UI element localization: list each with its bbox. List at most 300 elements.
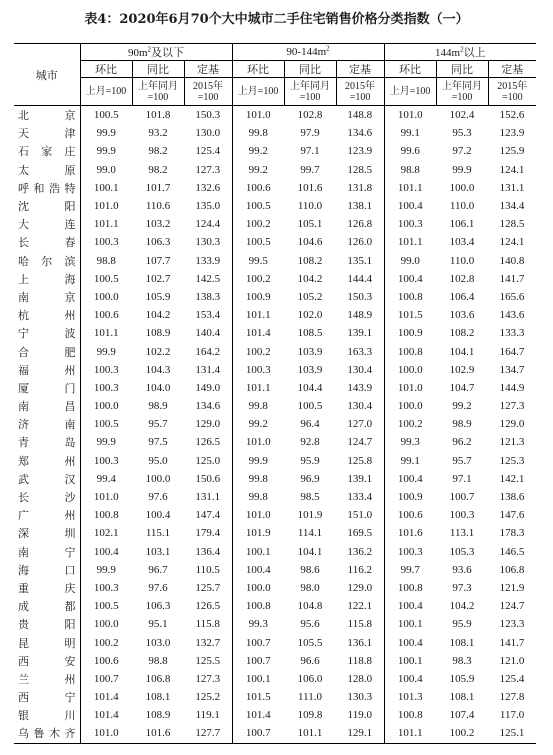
index-value: 97.1	[452, 472, 472, 485]
city-name: 乌鲁木齐	[14, 724, 80, 743]
index-value: 131.8	[336, 179, 384, 197]
index-value: 100.4	[245, 563, 271, 576]
index-value: 139.1	[336, 470, 384, 488]
table-row	[14, 233, 536, 251]
sub-header-yoy: 同比	[436, 61, 488, 78]
index-value: 136.1	[336, 633, 384, 651]
table-row	[14, 124, 536, 142]
index-value: 104.4	[297, 381, 323, 394]
index-value: 146.5	[499, 545, 525, 558]
table-row	[14, 488, 536, 506]
index-value: 100.8	[93, 509, 119, 522]
index-value: 98.3	[452, 654, 472, 667]
index-value: 104.8	[297, 600, 323, 613]
index-value: 97.6	[148, 581, 168, 594]
city-name: 西 宁	[14, 688, 80, 706]
index-value: 101.0	[80, 724, 132, 743]
index-value: 101.3	[397, 691, 423, 704]
index-value: 95.1	[148, 618, 168, 631]
index-value: 127.7	[184, 724, 232, 743]
index-value: 101.1	[384, 724, 436, 743]
index-value: 130.3	[336, 688, 384, 706]
index-value: 140.4	[184, 324, 232, 342]
index-value: 96.6	[300, 654, 320, 667]
index-value: 178.3	[499, 527, 525, 540]
sub-header-mom: 环比	[80, 61, 132, 78]
index-value: 102.8	[297, 109, 323, 122]
table-row	[14, 215, 536, 233]
index-value: 99.8	[248, 400, 268, 413]
base-prev-year: 上年同月=100	[284, 78, 336, 106]
index-value: 134.7	[499, 363, 525, 376]
index-value: 100.7	[245, 636, 271, 649]
index-value: 101.1	[245, 309, 271, 322]
index-value: 110.0	[297, 200, 323, 213]
index-value: 100.3	[449, 509, 475, 522]
index-value: 108.9	[145, 327, 171, 340]
city-name: 广 州	[14, 506, 80, 524]
index-value: 141.7	[499, 636, 525, 649]
city-name: 西 安	[14, 652, 80, 670]
city-name: 郑 州	[14, 452, 80, 470]
index-value: 99.2	[248, 163, 268, 176]
table-row	[14, 342, 536, 360]
index-value: 95.7	[452, 454, 472, 467]
city-name: 厦 门	[14, 379, 80, 397]
table-row	[14, 106, 536, 125]
sub-header-fixed: 定基	[488, 61, 536, 78]
index-value: 127.3	[499, 400, 525, 413]
table-row	[14, 724, 536, 743]
index-value: 98.8	[96, 254, 116, 267]
index-value: 100.4	[397, 472, 423, 485]
index-value: 99.8	[248, 472, 268, 485]
index-value: 110.6	[145, 200, 171, 213]
index-value: 127.0	[336, 415, 384, 433]
index-value: 101.1	[284, 724, 336, 743]
index-value: 131.4	[184, 361, 232, 379]
index-value: 100.3	[397, 218, 423, 231]
index-value: 105.5	[297, 636, 323, 649]
index-value: 124.7	[499, 600, 525, 613]
index-value: 101.7	[145, 181, 171, 194]
table-row	[14, 597, 536, 615]
base-prev-month: 上月=100	[232, 78, 284, 106]
index-value: 143.9	[336, 379, 384, 397]
index-value: 99.0	[400, 254, 420, 267]
table-row	[14, 306, 536, 324]
index-value: 99.6	[400, 145, 420, 158]
index-value: 107.4	[449, 709, 475, 722]
table-body	[14, 106, 536, 744]
index-value: 101.4	[93, 709, 119, 722]
index-value: 100.3	[245, 363, 271, 376]
index-value: 128.0	[336, 670, 384, 688]
index-value: 100.4	[397, 200, 423, 213]
index-value: 106.8	[499, 563, 525, 576]
table-row	[14, 579, 536, 597]
index-value: 121.9	[499, 581, 525, 594]
index-value: 99.3	[400, 436, 420, 449]
index-value: 101.1	[93, 327, 119, 340]
index-value: 163.3	[336, 342, 384, 360]
index-value: 100.0	[145, 472, 171, 485]
group-header-medium: $90-144m^2$	[232, 44, 384, 61]
sub-header-yoy: 同比	[132, 61, 184, 78]
index-value: 100.3	[93, 236, 119, 249]
index-value: 128.5	[336, 161, 384, 179]
sub-header-fixed: 定基	[184, 61, 232, 78]
index-value: 98.5	[300, 491, 320, 504]
index-value: 105.9	[449, 672, 475, 685]
city-name: 武 汉	[14, 470, 80, 488]
index-value: 129.1	[336, 724, 384, 743]
table-row	[14, 561, 536, 579]
index-value: 100.3	[93, 381, 119, 394]
index-value: 104.2	[449, 600, 475, 613]
index-value: 125.2	[184, 688, 232, 706]
city-column-header: 城市	[14, 44, 80, 106]
index-value: 101.6	[297, 181, 323, 194]
index-value: 101.0	[245, 436, 271, 449]
base-2015: 2015年=100	[184, 78, 232, 106]
index-value: 100.6	[245, 181, 271, 194]
index-value: 103.9	[297, 363, 323, 376]
city-name: 海 口	[14, 561, 80, 579]
index-value: 93.2	[148, 127, 168, 140]
index-value: 132.6	[184, 179, 232, 197]
index-value: 101.0	[93, 200, 119, 213]
table-row	[14, 415, 536, 433]
index-value: 97.6	[148, 491, 168, 504]
index-value: 147.4	[184, 506, 232, 524]
price-index-table	[14, 43, 536, 744]
index-value: 117.0	[499, 709, 525, 722]
index-value: 138.1	[336, 197, 384, 215]
index-value: 100.4	[397, 272, 423, 285]
city-name: 贵 阳	[14, 615, 80, 633]
index-value: 100.7	[93, 672, 119, 685]
index-value: 99.9	[96, 563, 116, 576]
index-value: 103.2	[145, 218, 171, 231]
index-value: 108.9	[145, 709, 171, 722]
sub-header-fixed: 定基	[336, 61, 384, 78]
index-value: 102.2	[145, 345, 171, 358]
index-value: 108.2	[449, 327, 475, 340]
index-value: 123.9	[336, 142, 384, 160]
index-value: 102.4	[449, 109, 475, 122]
table-row	[14, 633, 536, 651]
city-name: 沈 阳	[14, 197, 80, 215]
index-value: 100.2	[245, 218, 271, 231]
city-name: 长 沙	[14, 488, 80, 506]
index-value: 100.5	[297, 400, 323, 413]
index-value: 125.8	[336, 452, 384, 470]
index-value: 126.0	[336, 233, 384, 251]
index-value: 125.0	[184, 452, 232, 470]
table-row	[14, 270, 536, 288]
index-value: 134.4	[499, 200, 525, 213]
index-value: 100.2	[397, 418, 423, 431]
index-value: 99.8	[248, 127, 268, 140]
index-value: 100.8	[397, 345, 423, 358]
index-value: 99.3	[248, 618, 268, 631]
index-value: 101.0	[245, 109, 271, 122]
index-value: 110.0	[449, 200, 475, 213]
index-value: 100.2	[245, 345, 271, 358]
table-row	[14, 142, 536, 160]
index-value: 130.4	[336, 361, 384, 379]
index-value: 110.0	[449, 254, 475, 267]
index-value: 99.2	[248, 145, 268, 158]
index-value: 100.4	[397, 672, 423, 685]
index-value: 93.6	[452, 563, 472, 576]
index-value: 102.1	[93, 527, 119, 540]
table-row	[14, 543, 536, 561]
index-value: 127.8	[499, 691, 525, 704]
city-name: 重 庆	[14, 579, 80, 597]
index-value: 100.7	[245, 654, 271, 667]
index-value: 100.8	[397, 581, 423, 594]
index-value: 99.0	[96, 163, 116, 176]
index-value: 102.7	[145, 272, 171, 285]
index-value: 115.1	[145, 527, 171, 540]
city-name: 上 海	[14, 270, 80, 288]
index-value: 123.9	[499, 127, 525, 140]
index-value: 100.6	[93, 654, 119, 667]
index-value: 101.5	[245, 691, 271, 704]
index-value: 116.2	[336, 561, 384, 579]
table-row	[14, 161, 536, 179]
index-value: 100.6	[397, 509, 423, 522]
table-row	[14, 197, 536, 215]
index-value: 138.6	[499, 491, 525, 504]
city-name: 石家庄	[14, 142, 80, 160]
index-value: 142.5	[184, 270, 232, 288]
index-value: 100.4	[397, 636, 423, 649]
city-name: 兰 州	[14, 670, 80, 688]
sub-header-row	[14, 61, 536, 78]
index-value: 98.8	[400, 163, 420, 176]
index-value: 111.0	[298, 691, 322, 704]
index-value: 103.9	[297, 345, 323, 358]
index-value: 100.5	[93, 272, 119, 285]
index-value: 98.2	[148, 145, 168, 158]
index-value: 126.8	[336, 215, 384, 233]
index-value: 135.1	[336, 252, 384, 270]
index-value: 101.8	[145, 109, 171, 122]
index-value: 106.3	[145, 600, 171, 613]
index-value: 96.9	[300, 472, 320, 485]
index-value: 101.0	[397, 109, 423, 122]
table-row	[14, 688, 536, 706]
index-value: 102.0	[297, 309, 323, 322]
index-value: 99.9	[96, 145, 116, 158]
index-value: 125.1	[488, 724, 536, 743]
index-value: 100.0	[397, 400, 423, 413]
index-value: 100.9	[397, 491, 423, 504]
index-value: 131.1	[184, 488, 232, 506]
table-row	[14, 470, 536, 488]
index-value: 130.0	[184, 124, 232, 142]
index-value: 129.0	[184, 415, 232, 433]
city-name: 成 都	[14, 597, 80, 615]
index-value: 132.7	[184, 633, 232, 651]
index-value: 99.9	[452, 163, 472, 176]
index-value: 100.3	[93, 454, 119, 467]
index-value: 110.5	[184, 561, 232, 579]
index-value: 125.7	[184, 579, 232, 597]
index-value: 134.6	[184, 397, 232, 415]
index-value: 101.9	[297, 509, 323, 522]
index-value: 98.9	[452, 418, 472, 431]
index-value: 100.2	[436, 724, 488, 743]
index-value: 104.1	[297, 545, 323, 558]
index-value: 148.8	[336, 106, 384, 125]
index-value: 107.7	[145, 254, 171, 267]
index-value: 108.1	[145, 691, 171, 704]
group-header-large: $144m^2$以上	[384, 44, 536, 61]
index-value: 126.5	[184, 433, 232, 451]
index-value: 106.4	[449, 290, 475, 303]
index-value: 100.5	[245, 236, 271, 249]
index-value: 95.6	[300, 618, 320, 631]
index-value: 99.7	[400, 563, 420, 576]
index-value: 100.0	[93, 400, 119, 413]
index-value: 99.7	[300, 163, 320, 176]
index-value: 108.2	[297, 254, 323, 267]
table-row	[14, 433, 536, 451]
table-row	[14, 324, 536, 342]
city-name: 天 津	[14, 124, 80, 142]
index-value: 99.5	[248, 254, 268, 267]
index-value: 100.5	[93, 418, 119, 431]
base-prev-month: 上月=100	[384, 78, 436, 106]
city-name: 大 连	[14, 215, 80, 233]
index-value: 101.1	[245, 381, 271, 394]
index-value: 101.0	[397, 381, 423, 394]
index-value: 124.1	[499, 236, 525, 249]
table-title: 表4：2020年6月70个大中城市二手住宅销售价格分类指数（一）	[84, 12, 469, 27]
index-value: 105.9	[145, 290, 171, 303]
index-value: 99.2	[452, 400, 472, 413]
index-value: 101.4	[245, 327, 271, 340]
index-value: 100.6	[93, 309, 119, 322]
base-prev-year: 上年同月=100	[436, 78, 488, 106]
city-name: 长 春	[14, 233, 80, 251]
index-value: 100.0	[449, 181, 475, 194]
index-value: 96.7	[148, 563, 168, 576]
index-value: 99.1	[400, 127, 420, 140]
base-header-row	[14, 78, 536, 106]
city-name: 南 昌	[14, 397, 80, 415]
index-value: 100.0	[245, 581, 271, 594]
city-name: 济 南	[14, 415, 80, 433]
index-value: 134.6	[336, 124, 384, 142]
index-value: 100.1	[397, 618, 423, 631]
index-value: 101.0	[93, 491, 119, 504]
index-value: 133.9	[184, 252, 232, 270]
index-value: 98.0	[300, 581, 320, 594]
index-value: 179.4	[184, 524, 232, 542]
index-value: 100.2	[93, 636, 119, 649]
index-value: 136.4	[184, 543, 232, 561]
index-value: 123.3	[499, 618, 525, 631]
index-value: 100.4	[145, 509, 171, 522]
index-value: 104.7	[449, 381, 475, 394]
index-value: 98.2	[148, 163, 168, 176]
index-value: 105.1	[297, 218, 323, 231]
sub-header-yoy: 同比	[284, 61, 336, 78]
city-name: 合 肥	[14, 342, 80, 360]
index-value: 143.6	[499, 309, 525, 322]
index-value: 95.3	[452, 127, 472, 140]
index-value: 148.9	[336, 306, 384, 324]
index-value: 130.4	[336, 397, 384, 415]
index-value: 115.8	[184, 615, 232, 633]
index-value: 104.2	[297, 272, 323, 285]
index-value: 164.7	[499, 345, 525, 358]
index-value: 103.4	[449, 236, 475, 249]
city-name: 杭 州	[14, 306, 80, 324]
sub-header-mom: 环比	[384, 61, 436, 78]
index-value: 100.4	[397, 600, 423, 613]
index-value: 103.6	[449, 309, 475, 322]
city-name: 呼和浩特	[14, 179, 80, 197]
index-value: 99.9	[96, 436, 116, 449]
base-2015: 2015年=100	[336, 78, 384, 106]
index-value: 152.6	[499, 109, 525, 122]
index-value: 98.8	[148, 654, 168, 667]
table-row	[14, 397, 536, 415]
index-value: 144.4	[336, 270, 384, 288]
index-value: 100.1	[93, 181, 119, 194]
index-value: 130.3	[184, 233, 232, 251]
index-value: 100.4	[93, 545, 119, 558]
city-name: 南 京	[14, 288, 80, 306]
index-value: 151.0	[336, 506, 384, 524]
index-value: 149.0	[184, 379, 232, 397]
index-value: 103.0	[145, 636, 171, 649]
city-name: 宁 波	[14, 324, 80, 342]
index-value: 99.9	[96, 127, 116, 140]
base-2015: 2015年=100	[488, 78, 536, 106]
index-value: 133.4	[336, 488, 384, 506]
index-value: 106.3	[145, 236, 171, 249]
index-value: 119.1	[184, 706, 232, 724]
index-value: 97.9	[300, 127, 320, 140]
index-value: 95.0	[148, 454, 168, 467]
base-prev-year: 上年同月=100	[132, 78, 184, 106]
index-value: 147.6	[499, 509, 525, 522]
index-value: 125.4	[184, 142, 232, 160]
index-value: 141.7	[499, 272, 525, 285]
index-value: 104.1	[449, 345, 475, 358]
table-row	[14, 179, 536, 197]
index-value: 121.3	[499, 436, 525, 449]
index-value: 125.5	[184, 652, 232, 670]
index-value: 100.0	[397, 363, 423, 376]
index-value: 125.9	[499, 145, 525, 158]
index-value: 113.1	[449, 527, 475, 540]
index-value: 97.2	[452, 145, 472, 158]
index-value: 144.9	[499, 381, 525, 394]
index-value: 101.9	[245, 527, 271, 540]
index-value: 100.1	[397, 654, 423, 667]
index-value: 104.2	[145, 309, 171, 322]
index-value: 104.6	[297, 236, 323, 249]
index-value: 100.1	[245, 545, 271, 558]
